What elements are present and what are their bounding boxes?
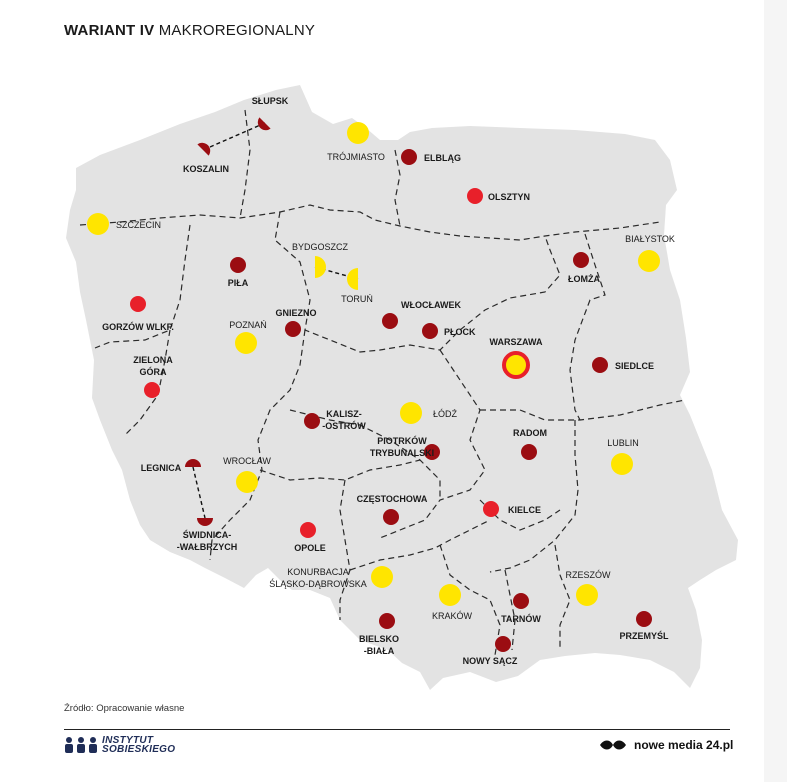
- city-label-krakow: KRAKÓW: [431, 611, 473, 621]
- city-label-wloclawek: WŁOCŁAWEK: [401, 300, 461, 310]
- city-label-bydgoszcz: BYDGOSZCZ: [291, 242, 349, 252]
- nowe-media-logo: [598, 738, 733, 752]
- city-marker-opole: [300, 522, 316, 538]
- city-label-katowice-line2: ŚLĄSKO-DĄBROWSKA: [269, 579, 367, 589]
- city-marker-warszawa: [504, 353, 528, 377]
- city-label-kalisz-line2: -OSTRÓW: [322, 421, 366, 431]
- city-marker-lodz: [400, 402, 422, 424]
- city-label-lomza: ŁOMŻA: [568, 274, 600, 284]
- city-marker-kielce: [483, 501, 499, 517]
- city-label-poznan: POZNAŃ: [229, 320, 267, 330]
- instytut-sobieskiego-logo: [64, 735, 175, 755]
- city-label-lublin: LUBLIN: [607, 438, 639, 448]
- city-marker-rzeszow: [576, 584, 598, 606]
- city-marker-lomza: [573, 252, 589, 268]
- city-marker-elblag: [401, 149, 417, 165]
- city-label-gniezno: GNIEZNO: [275, 308, 317, 318]
- city-marker-plock: [422, 323, 438, 339]
- city-label-lodz: ŁÓDŹ: [433, 409, 458, 419]
- city-marker-siedlce: [592, 357, 608, 373]
- city-marker-krakow: [439, 584, 461, 606]
- city-label-opole: OPOLE: [294, 543, 326, 553]
- city-label-swidnica-line2: -WAŁBRZYCH: [176, 542, 238, 552]
- city-label-rzeszow: RZESZÓW: [565, 570, 611, 580]
- city-label-bialystok: BIAŁYSTOK: [625, 234, 675, 244]
- city-label-tarnow: TARNÓW: [501, 614, 541, 624]
- city-marker-gniezno: [285, 321, 301, 337]
- city-marker-gorzow: [130, 296, 146, 312]
- city-label-gorzow: GORZÓW WLKP.: [102, 322, 174, 332]
- city-label-siedlce: SIEDLCE: [615, 361, 655, 371]
- city-marker-lublin: [611, 453, 633, 475]
- city-label-olsztyn: OLSZTYN: [488, 192, 530, 202]
- city-label-swidnica-line1: ŚWIDNICA-: [182, 530, 232, 540]
- city-marker-czestochowa: [383, 509, 399, 525]
- city-label-plock: PŁOCK: [444, 327, 476, 337]
- city-label-kielce: KIELCE: [508, 505, 542, 515]
- logo-line1: INSTYTUT: [102, 735, 154, 746]
- city-label-przemysl: PRZEMYŚL: [619, 631, 669, 641]
- city-label-bielsko-line2: -BIAŁA: [363, 646, 395, 656]
- poland-outline: [66, 85, 738, 690]
- city-label-koszalin: KOSZALIN: [183, 164, 229, 174]
- city-marker-zielona_gora: [144, 382, 160, 398]
- city-label-trojmiasto: TRÓJMIASTO: [327, 152, 385, 162]
- city-marker-katowice: [371, 566, 393, 588]
- city-marker-trojmiasto: [347, 122, 369, 144]
- city-label-warszawa: WARSZAWA: [489, 337, 543, 347]
- city-label-zielona_gora-line1: ZIELONA: [133, 355, 173, 365]
- city-marker-pila: [230, 257, 246, 273]
- title-rest: MAKROREGIONALNY: [158, 22, 316, 39]
- logo-line2: SOBIESKIEGO: [102, 744, 176, 755]
- city-label-wroclaw: WROCŁAW: [223, 456, 271, 466]
- city-label-szczecin: SZCZECIN: [116, 220, 161, 230]
- city-marker-radom: [521, 444, 537, 460]
- nowe-media-text: nowe media 24.pl: [634, 738, 734, 752]
- city-label-katowice-line1: KONURBACJA: [287, 567, 349, 577]
- city-label-kalisz-line1: KALISZ-: [326, 409, 362, 419]
- city-marker-wroclaw: [236, 471, 258, 493]
- city-label-piotrkow-line1: PIOTRKÓW: [377, 436, 427, 446]
- city-label-elblag: ELBLĄG: [424, 153, 461, 163]
- city-label-bielsko-line1: BIELSKO: [358, 634, 400, 644]
- city-marker-bielsko: [379, 613, 395, 629]
- city-label-legnica: LEGNICA: [140, 463, 182, 473]
- city-marker-poznan: [235, 332, 257, 354]
- city-label-piotrkow-line2: TRYBUNALSKI: [369, 448, 435, 458]
- city-label-nowy_sacz: NOWY SĄCZ: [462, 656, 518, 666]
- city-marker-wloclawek: [382, 313, 398, 329]
- city-label-radom: RADOM: [513, 428, 547, 438]
- city-marker-nowy_sacz: [495, 636, 511, 652]
- city-label-czestochowa: CZĘSTOCHOWA: [356, 494, 428, 504]
- city-marker-tarnow: [513, 593, 529, 609]
- nm-mark-icon: [598, 738, 628, 752]
- city-label-slupsk: SŁUPSK: [251, 96, 289, 106]
- title-bold: WARIANT IV: [64, 22, 155, 39]
- source-note: Źródło: Opracowanie własne: [64, 703, 185, 714]
- city-marker-przemysl: [636, 611, 652, 627]
- people-icon: [64, 735, 98, 755]
- city-marker-kalisz: [304, 413, 320, 429]
- city-marker-bialystok: [638, 250, 660, 272]
- city-marker-szczecin: [87, 213, 109, 235]
- city-label-torun: TORUŃ: [341, 294, 373, 304]
- city-label-pila: PIŁA: [227, 278, 249, 288]
- footer-divider: [64, 729, 730, 730]
- city-marker-olsztyn: [467, 188, 483, 204]
- city-label-zielona_gora-line2: GÓRA: [139, 367, 167, 377]
